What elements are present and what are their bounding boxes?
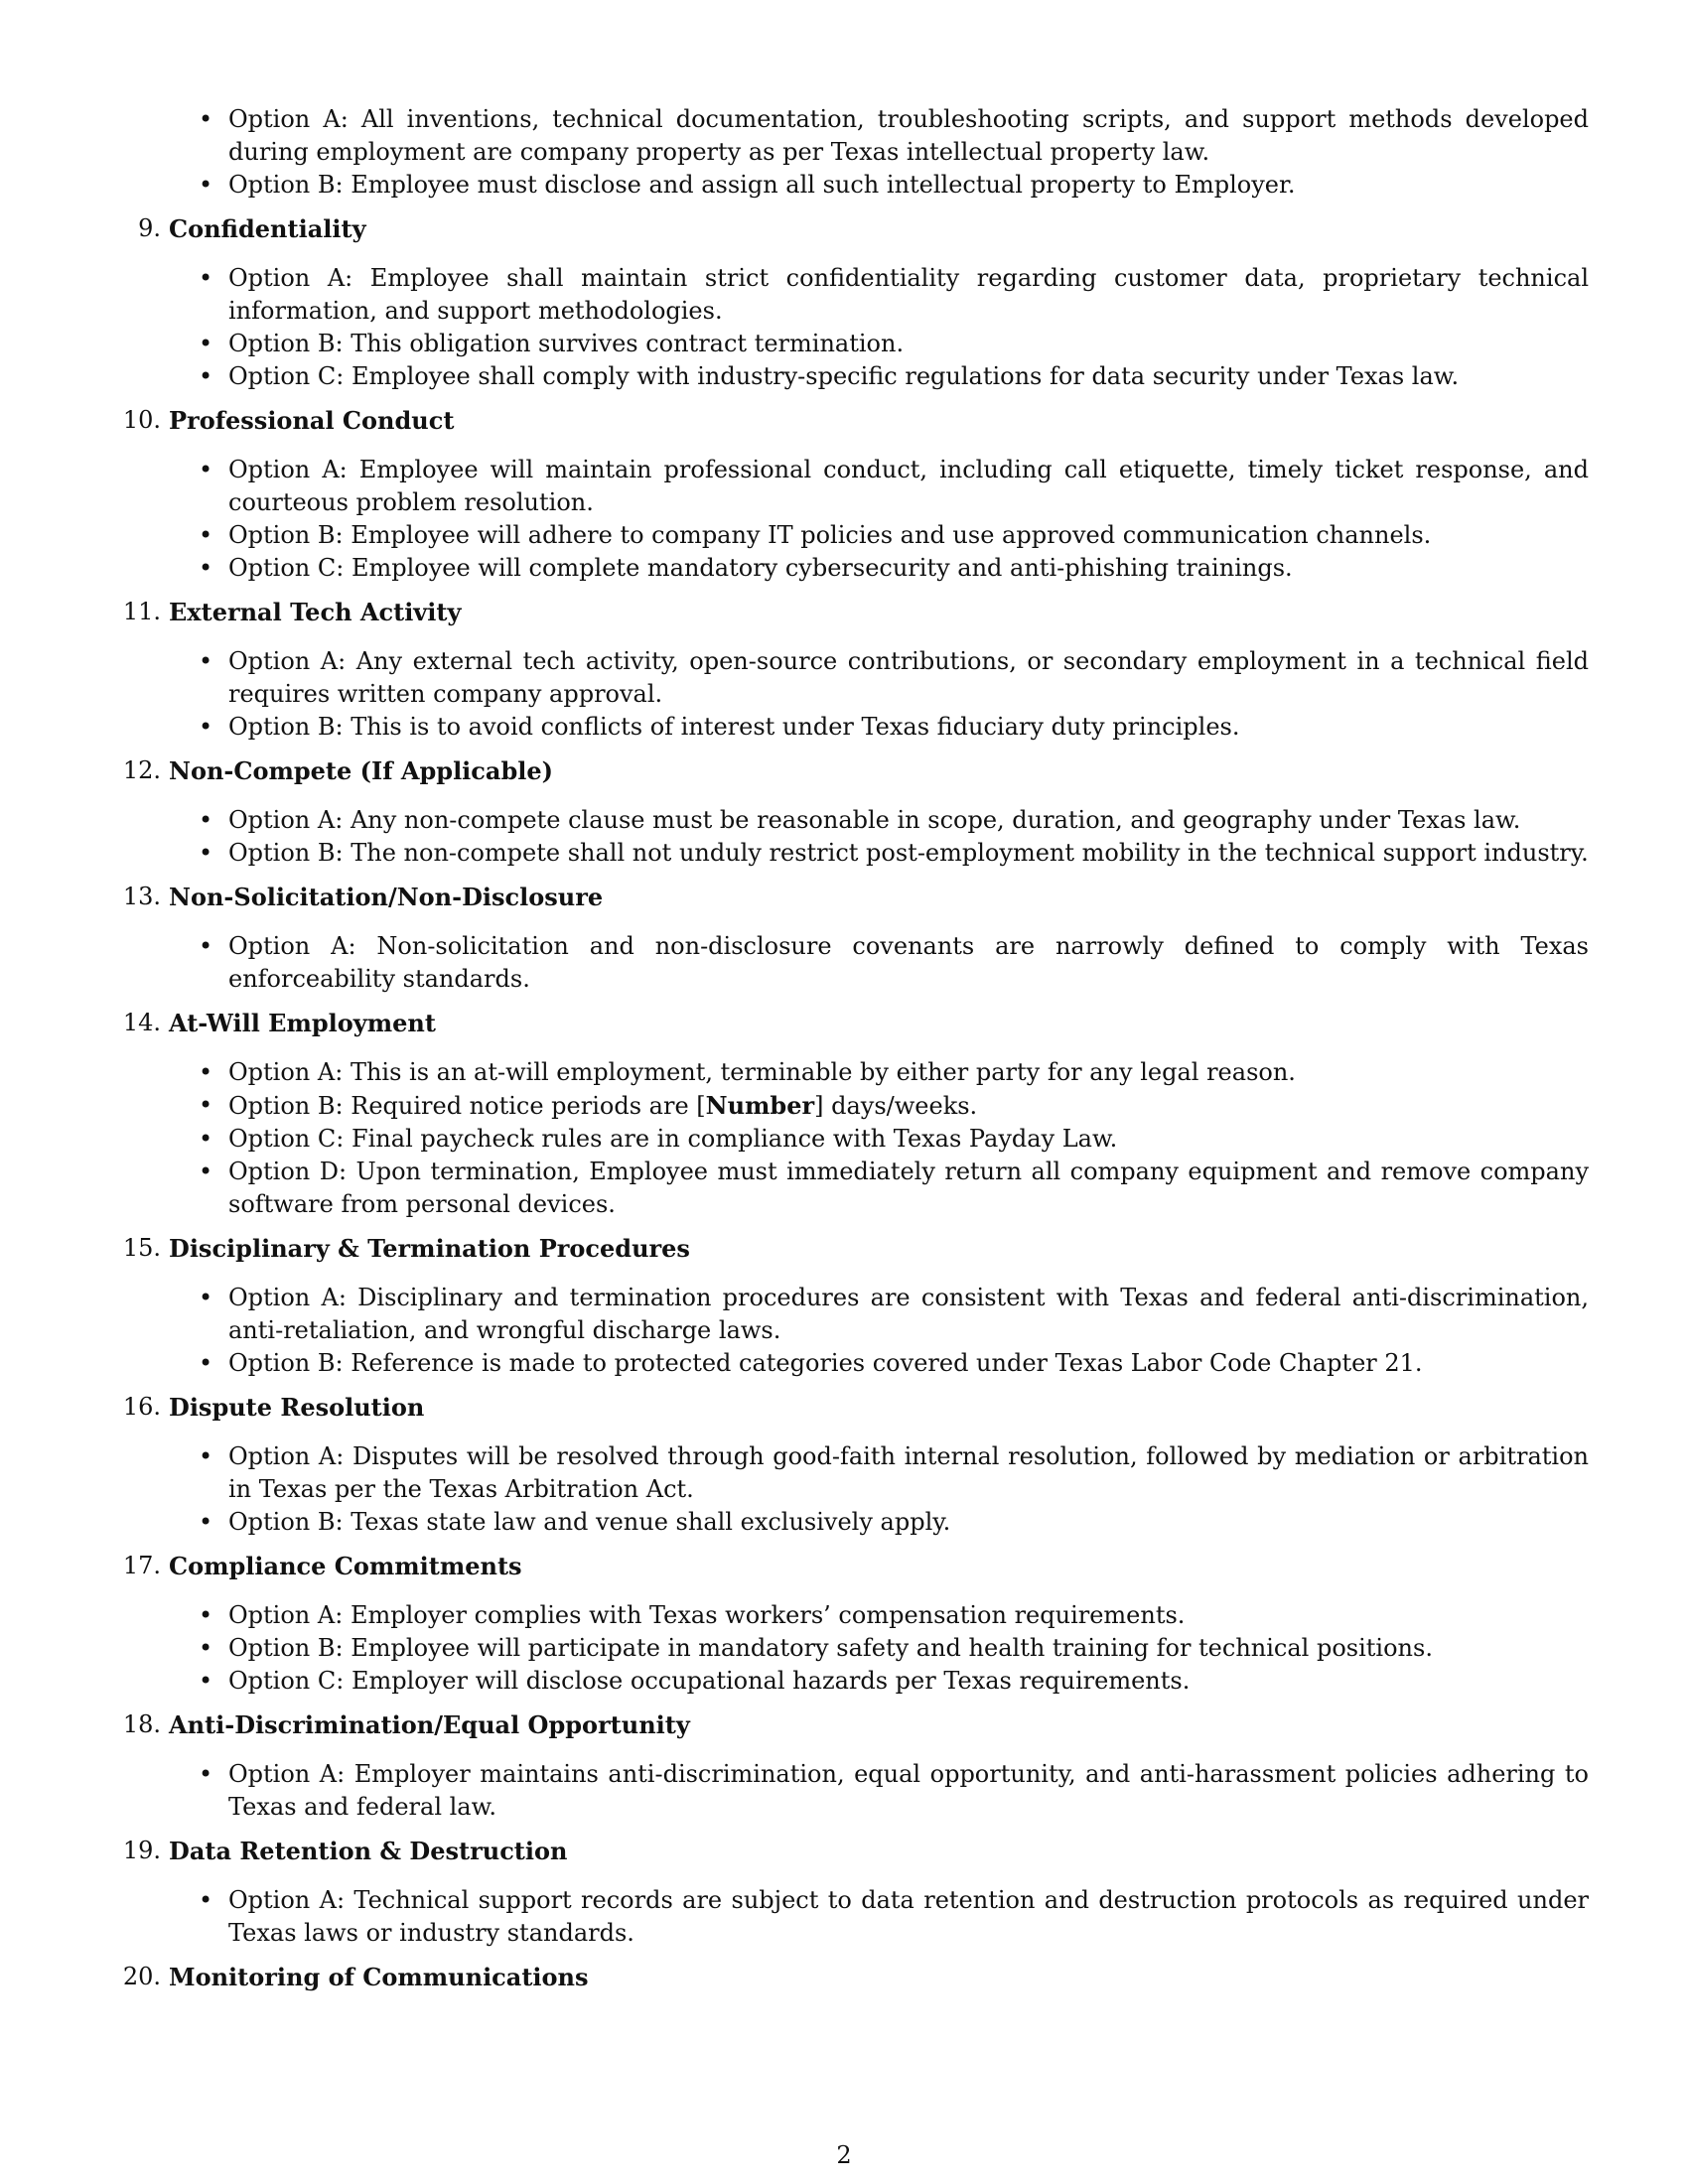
list-item: • Option A: Non-solicitation and non-disclosure covenants are narrowly defined to comply with Texas enforceability standards. — [228, 930, 1589, 996]
list-item: • Option B: This is to avoid conflicts of interest under Texas fiduciary duty principles. — [228, 711, 1589, 744]
list-item: • Option B: Required notice periods are [Number] days/weeks. — [228, 1089, 1589, 1123]
section-non-solicitation — [0, 881, 1688, 996]
section-title: Non-Compete (If Applicable) — [169, 756, 553, 785]
list-item: • Option A: Disputes will be resolved through good-faith internal resolution, followed by mediation or arbitration in Texas per the Texas Arbitration Act. — [228, 1440, 1589, 1506]
section-heading — [122, 754, 1688, 787]
section-title: Data Retention & Destruction — [169, 1837, 568, 1865]
section-data-retention — [0, 1835, 1688, 1950]
section-list — [0, 1758, 1688, 1824]
section-list — [0, 930, 1688, 996]
list-item: • Option B: Texas state law and venue shall exclusively apply. — [228, 1506, 1589, 1539]
section-at-will-employment — [0, 1007, 1688, 1221]
section-number: 13. — [122, 883, 161, 910]
section-compliance-commitments — [0, 1550, 1688, 1698]
list-item: • Option A: Any external tech activity, open-source contributions, or secondary employment in a technical field requires written company approval. — [228, 645, 1589, 711]
list-item: • Option B: Employee will adhere to company IT policies and use approved communication channels. — [228, 519, 1589, 552]
section-heading — [122, 1391, 1688, 1424]
list-item: • Option C: Employee shall comply with industry-specific regulations for data security under Texas law. — [228, 360, 1589, 393]
section-list — [0, 1599, 1688, 1698]
list-item: • Option B: Reference is made to protected categories covered under Texas Labor Code Chapter 21. — [228, 1347, 1589, 1380]
section-number: 20. — [122, 1963, 161, 1990]
section-title: Compliance Commitments — [169, 1552, 522, 1580]
section-title: Disciplinary & Termination Procedures — [169, 1234, 690, 1263]
list-item: • Option A: Employee shall maintain strict confidentiality regarding customer data, proprietary technical information, and support methodologies. — [228, 262, 1589, 328]
placeholder-number: Number — [705, 1091, 815, 1120]
list-item: • Option B: Employee will participate in mandatory safety and health training for technical positions. — [228, 1632, 1589, 1665]
section-title: Non-Solicitation/Non-Disclosure — [169, 883, 604, 911]
section-heading — [122, 1708, 1688, 1741]
section-heading — [138, 212, 1688, 245]
section-list — [0, 262, 1688, 393]
section-title: Professional Conduct — [169, 406, 455, 435]
section-number: 17. — [122, 1552, 161, 1579]
section-title: External Tech Activity — [169, 598, 462, 626]
section-list — [0, 454, 1688, 585]
list-item: • Option C: Final paycheck rules are in compliance with Texas Payday Law. — [228, 1123, 1589, 1156]
section-number: 14. — [122, 1009, 161, 1036]
list-item: • Option A: All inventions, technical documentation, troubleshooting scripts, and support methods developed during employment are company property as per Texas intellectual property law. — [228, 103, 1589, 169]
section-external-tech-activity — [0, 596, 1688, 744]
section-number: 19. — [122, 1837, 161, 1864]
section-disciplinary-termination — [0, 1232, 1688, 1380]
section-heading — [122, 1835, 1688, 1867]
list-item: • Option B: This obligation survives contract termination. — [228, 328, 1589, 360]
section-list — [0, 1056, 1688, 1221]
list-item: • Option D: Upon termination, Employee must immediately return all company equipment and remove company software from personal devices. — [228, 1156, 1589, 1221]
section-heading — [122, 1961, 1688, 1993]
section-list — [0, 645, 1688, 744]
section-number: 9. — [138, 214, 161, 242]
section-monitoring-communications — [0, 1961, 1688, 1993]
list-item: • Option A: Technical support records are subject to data retention and destruction protocols as required under Texas laws or industry standards. — [228, 1884, 1589, 1950]
section-heading — [122, 1550, 1688, 1582]
section-list — [0, 1440, 1688, 1539]
document-body — [0, 103, 1688, 2010]
section-dispute-resolution — [0, 1391, 1688, 1539]
list-item: • Option C: Employer will disclose occupational hazards per Texas requirements. — [228, 1665, 1589, 1698]
list-item: • Option A: Employer maintains anti-discrimination, equal opportunity, and anti-harassment policies adhering to Texas and federal law. — [228, 1758, 1589, 1824]
section-title: Monitoring of Communications — [169, 1963, 589, 1991]
section-non-compete — [0, 754, 1688, 870]
section-title: Dispute Resolution — [169, 1393, 425, 1422]
section-heading — [122, 881, 1688, 913]
page-number: 2 — [836, 2141, 852, 2169]
section-number: 16. — [122, 1393, 161, 1421]
section-title: Confidentiality — [169, 214, 366, 243]
section-list — [0, 1282, 1688, 1380]
section-heading — [122, 1007, 1688, 1039]
section-anti-discrimination — [0, 1708, 1688, 1824]
section-number: 15. — [122, 1234, 161, 1262]
section-list — [0, 804, 1688, 870]
list-item: • Option B: The non-compete shall not unduly restrict post-employment mobility in the technical support industry. — [228, 837, 1589, 870]
continued-list — [0, 103, 1688, 202]
list-item: • Option A: Any non-compete clause must be reasonable in scope, duration, and geography under Texas law. — [228, 804, 1589, 837]
list-item: • Option B: Employee must disclose and assign all such intellectual property to Employer. — [228, 169, 1589, 202]
section-title: Anti-Discrimination/Equal Opportunity — [169, 1710, 690, 1739]
list-item: • Option A: Employee will maintain professional conduct, including call etiquette, timely ticket response, and courteous problem resolution. — [228, 454, 1589, 519]
section-list — [0, 1884, 1688, 1950]
list-item: • Option A: Employer complies with Texas workers’ compensation requirements. — [228, 1599, 1589, 1632]
section-title: At-Will Employment — [169, 1009, 436, 1037]
section-confidentiality — [0, 212, 1688, 393]
list-item: • Option A: This is an at-will employment, terminable by either party for any legal reason. — [228, 1056, 1589, 1089]
section-professional-conduct — [0, 404, 1688, 585]
section-heading — [122, 404, 1688, 437]
section-heading — [122, 1232, 1688, 1265]
section-number: 18. — [122, 1710, 161, 1738]
list-item: • Option A: Disciplinary and termination procedures are consistent with Texas and federal anti-discrimination, anti-retaliation, and wrongful discharge laws. — [228, 1282, 1589, 1347]
section-number: 10. — [122, 406, 161, 434]
section-number: 12. — [122, 756, 161, 784]
section-number: 11. — [122, 598, 161, 625]
section-heading — [122, 596, 1688, 628]
list-item: • Option C: Employee will complete mandatory cybersecurity and anti-phishing trainings. — [228, 552, 1589, 585]
